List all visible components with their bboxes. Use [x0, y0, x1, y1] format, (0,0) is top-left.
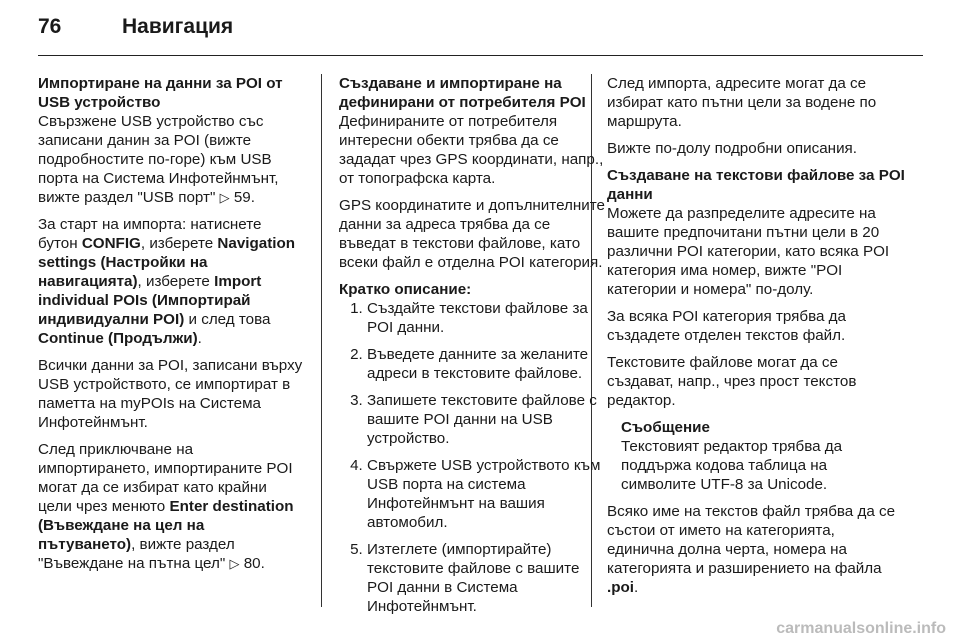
section-heading-text-files: Създаване на текстови файлове за POI данни — [607, 167, 905, 203]
list-item: 3. Запишете текстовите файлове с вашите POI данни на USB устройство. — [367, 391, 605, 448]
paragraph: Текстовите файлове могат да се създават, напр., чрез прост текстов редактор. — [607, 354, 857, 409]
section-heading-usb-import: Импортиране на данни за POI от USB устройство — [38, 75, 283, 111]
subheading-summary: Кратко описание: — [339, 281, 472, 298]
page-number: 76 — [38, 15, 62, 38]
paragraph-text: , вижте раздел "Въвеждане на пътна цел" — [38, 536, 235, 572]
paragraph: GPS координатите и допълнителните данни за адреса трябва да се въведат в текстови файлове, като всеки файл е отделна POI категория. — [339, 197, 605, 271]
paragraph: Вижте по-долу подробни описания. — [607, 140, 857, 157]
column-divider-1 — [321, 74, 322, 607]
paragraph — [38, 215, 304, 348]
paragraph: Можете да разпределите адресите на вашите предпочитани пътни цели в 20 различни POI категории, като всяка POI категория има номер, вижте "POI категории и номера" по-долу. — [607, 205, 890, 298]
page-ref[interactable]: 80. — [243, 555, 265, 572]
menu-term: Enter destination (Въвеждане на цел на пътуването) — [38, 498, 294, 553]
paragraph-text: и след това — [188, 311, 271, 328]
column-3 — [607, 74, 905, 605]
paragraph-text: Всяко име на текстов файл трябва да се състои от името на категорията, единична долна черта, номера на категорията и разширението на файла — [607, 503, 896, 577]
menu-term: CONFIG — [81, 235, 141, 252]
paragraph: Дефинираните от потребителя интересни обекти трябва да се зададат чрез GPS координати, напр., от топографска карта. — [339, 113, 604, 187]
column-2 — [339, 74, 605, 624]
list-item: 5. Изтеглете (импортирайте) текстовите файлове с вашите POI данни в Система Инфотейнмънт. — [367, 540, 605, 616]
steps-list — [339, 299, 605, 616]
watermark: carmanualsonline.info — [776, 620, 946, 637]
paragraph-text: . — [634, 579, 639, 596]
file-extension: .poi — [607, 579, 634, 596]
section-heading-create-import: Създаване и импортиране на дефинирани от потребителя POI — [339, 75, 586, 111]
paragraph-text: . — [197, 330, 202, 347]
note-title: Съобщение — [621, 419, 710, 436]
list-item: 4. Свържете USB устройството към USB порта на система Инфотейнмънт на вашия автомобил. — [367, 456, 605, 532]
page-ref[interactable]: 59. — [233, 189, 255, 206]
column-1 — [38, 74, 304, 581]
paragraph — [607, 502, 905, 597]
paragraph: След импорта, адресите могат да се избират като пътни цели за водене по маршрута. — [607, 75, 877, 130]
page-ref-icon: ▷ — [219, 190, 230, 205]
page-header — [38, 15, 233, 39]
note-text: Текстовият редактор трябва да поддържа кодова таблица на символите UTF-8 за Unicode. — [621, 438, 843, 493]
page-title: Навигация — [122, 15, 234, 38]
page-ref-icon: ▷ — [229, 556, 240, 571]
paragraph — [38, 112, 304, 207]
header-rule — [38, 55, 923, 56]
paragraph-text: За старт на импорта: натиснете бутон — [38, 216, 262, 252]
paragraph-text: Свързжене USB устройство със записани данин за POI (вижте подробностите по-горе) към USB порта на Система Инфотейнмънт, вижте раздел "USB порт" — [38, 113, 279, 206]
paragraph — [38, 440, 304, 573]
menu-term: Continue (Продължи) — [38, 330, 198, 347]
note-box — [607, 418, 905, 494]
paragraph-text: , изберете — [137, 273, 210, 290]
paragraph-text: След приключване на импортирането, импортираните POI могат да се избират като крайни цели чрез менюто — [38, 441, 293, 515]
menu-term: Navigation settings (Настройки на навигацията) — [38, 235, 296, 290]
paragraph: Всички данни за POI, записани върху USB устройството, се импортират в паметта на myPOIs на Система Инфотейнмънт. — [38, 357, 303, 431]
paragraph: За всяка POI категория трябва да създадете отделен текстов файл. — [607, 308, 846, 344]
menu-term: Import individual POIs (Импортирай индивидуални POI) — [38, 273, 262, 328]
paragraph-text: , изберете — [140, 235, 214, 252]
list-item: 2. Въведете данните за желаните адреси в текстовите файлове. — [367, 345, 605, 383]
list-item: 1. Създайте текстови файлове за POI данни. — [367, 299, 605, 337]
